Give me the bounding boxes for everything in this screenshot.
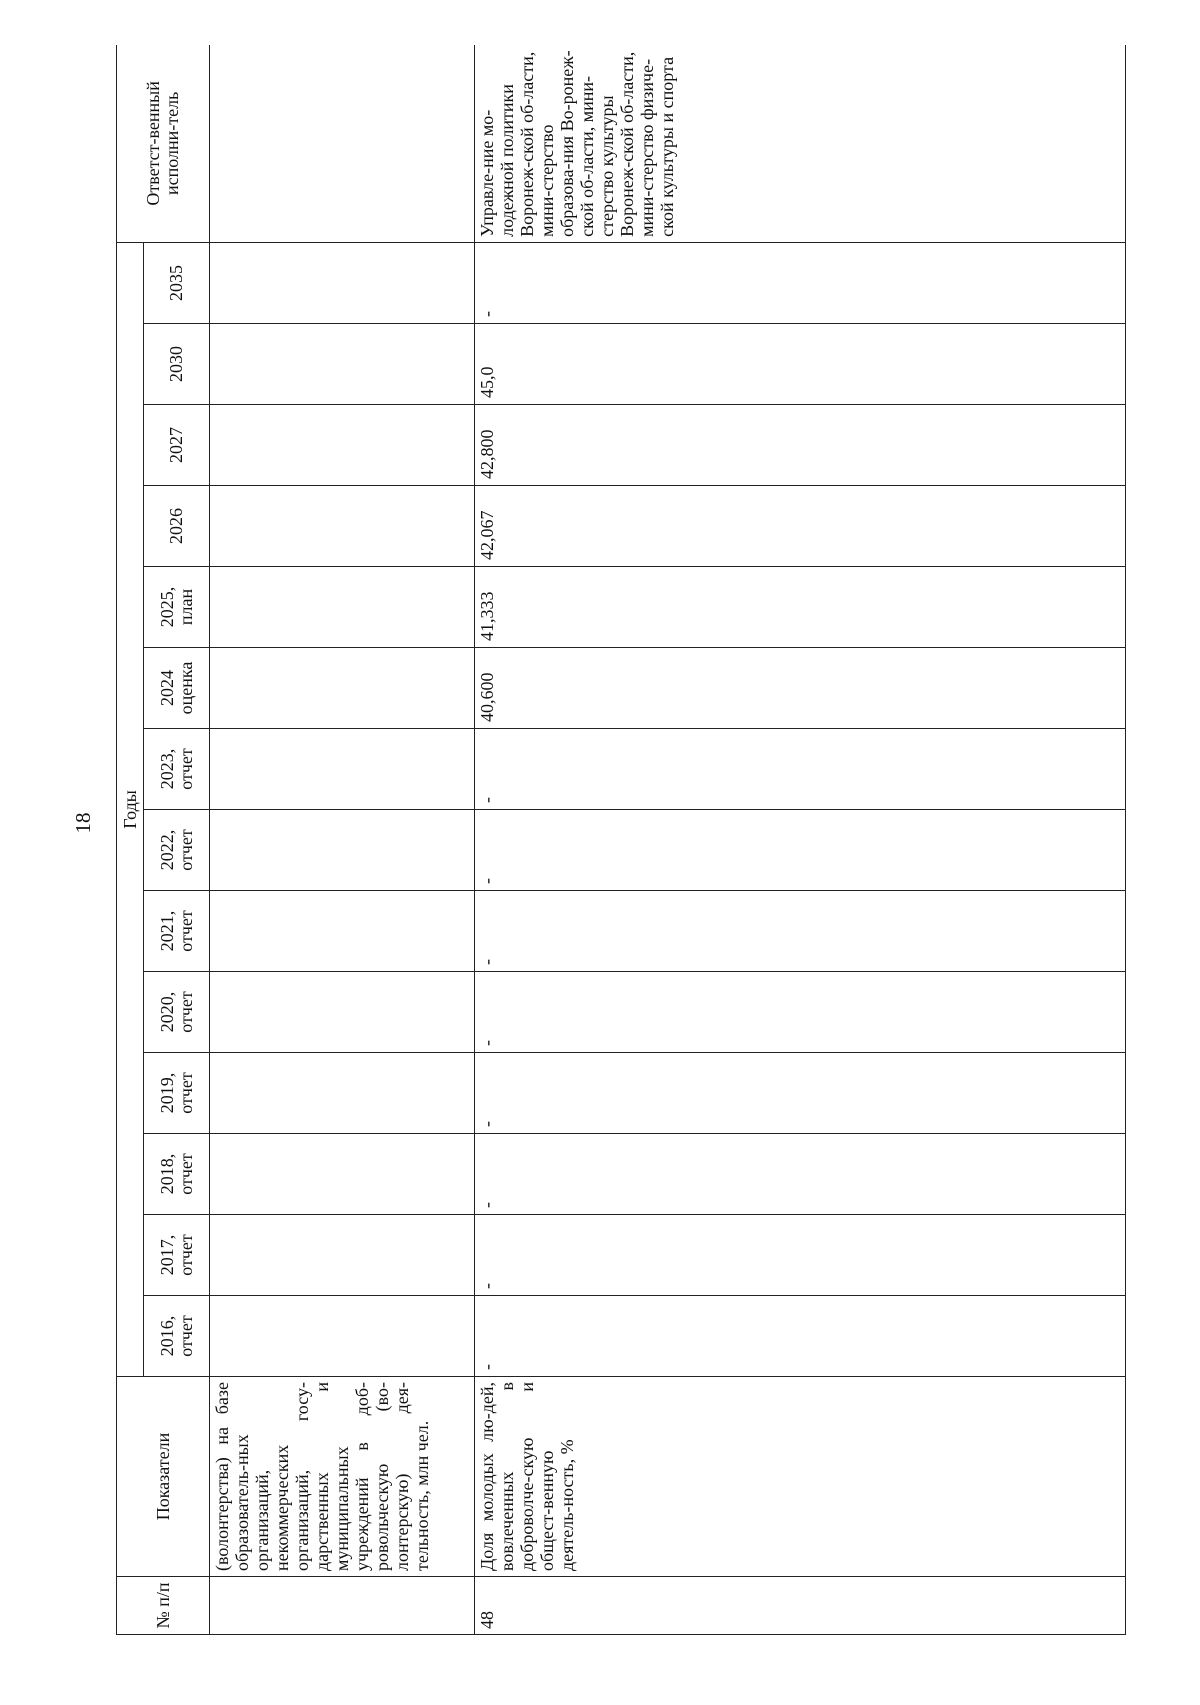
row-value xyxy=(210,1053,475,1134)
table-body xyxy=(210,45,1126,1635)
row-value: 40,600 xyxy=(475,648,1126,729)
header-year: 2023, отчет xyxy=(144,729,210,810)
header-year: 2027 xyxy=(144,405,210,486)
row-value xyxy=(210,242,475,323)
row-value: - xyxy=(475,242,1126,323)
row-value xyxy=(210,405,475,486)
header-no: № п/п xyxy=(117,1577,210,1635)
header-responsible: Ответст-венный исполни-тель xyxy=(117,45,210,242)
row-responsible: Управле-ние мо-лодежной политики Воронеж-ской об-ласти, мини-стерство образова-ния Во-ронеж-ской об-ласти, мини-стерство культуры Воронеж-ской об-ласти, мини-стерство физиче-ской культуры и спорта xyxy=(475,45,1126,242)
table-header xyxy=(117,45,210,1635)
header-row-top xyxy=(117,45,144,1635)
header-year: 2021, отчет xyxy=(144,891,210,972)
header-year: 2016, отчет xyxy=(144,1296,210,1377)
header-year: 2026 xyxy=(144,486,210,567)
header-year: 2025, план xyxy=(144,567,210,648)
row-value: - xyxy=(475,891,1126,972)
row-indicator: (волонтерства) на базе образователь-ных организаций, некоммерческих организаций, госу-дарственных и муниципальных учреждений в доб-ровольческую (во-лонтерскую) дея-тельность, млн чел. xyxy=(210,1377,475,1577)
row-value: - xyxy=(475,1296,1126,1377)
header-year: 2024 оценка xyxy=(144,648,210,729)
header-indicators: Показатели xyxy=(117,1377,210,1577)
row-value xyxy=(210,567,475,648)
header-year: 2017, отчет xyxy=(144,1215,210,1296)
row-value xyxy=(210,1296,475,1377)
row-value: - xyxy=(475,729,1126,810)
row-no xyxy=(210,1577,475,1635)
row-value xyxy=(210,1134,475,1215)
row-value: - xyxy=(475,1215,1126,1296)
row-value: - xyxy=(475,972,1126,1053)
header-year: 2022, отчет xyxy=(144,810,210,891)
row-value xyxy=(210,486,475,567)
row-value xyxy=(210,648,475,729)
row-value xyxy=(210,729,475,810)
row-indicator: Доля молодых лю-дей, вовлеченных в доброволче-скую и общест-венную деятель-ность, % xyxy=(475,1377,1126,1577)
row-value xyxy=(210,1215,475,1296)
header-year: 2019, отчет xyxy=(144,1053,210,1134)
row-value: 41,333 xyxy=(475,567,1126,648)
header-year: 2030 xyxy=(144,324,210,405)
row-value xyxy=(210,810,475,891)
row-responsible xyxy=(210,45,475,242)
table-sheet xyxy=(116,45,1126,1635)
row-no: 48 xyxy=(475,1577,1126,1635)
table-row xyxy=(475,45,1126,1635)
header-year: 2018, отчет xyxy=(144,1134,210,1215)
row-value xyxy=(210,972,475,1053)
page-number: 18 xyxy=(71,812,95,834)
rotated-table-container xyxy=(116,45,1126,1635)
row-value: - xyxy=(475,810,1126,891)
indicators-table xyxy=(116,45,1126,1635)
row-value: 42,067 xyxy=(475,486,1126,567)
header-years-group: Годы xyxy=(117,242,144,1376)
row-value: 42,800 xyxy=(475,405,1126,486)
header-year: 2035 xyxy=(144,242,210,323)
row-value: 45,0 xyxy=(475,324,1126,405)
header-year: 2020, отчет xyxy=(144,972,210,1053)
row-value xyxy=(210,324,475,405)
row-value: - xyxy=(475,1053,1126,1134)
row-value: - xyxy=(475,1134,1126,1215)
table-row xyxy=(210,45,475,1635)
row-value xyxy=(210,891,475,972)
